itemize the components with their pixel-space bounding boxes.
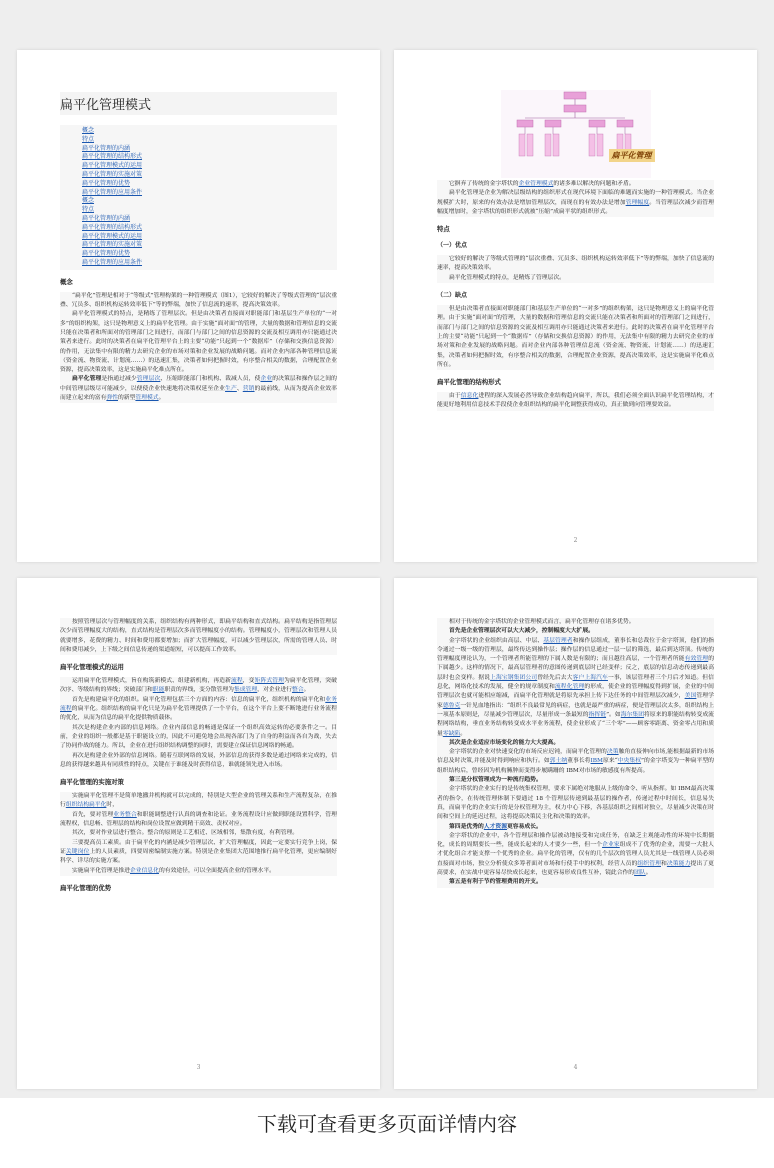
text: 首先是构建扁平化的组织。扁平化管理包括三个方面的内容：信息的扁平化，组织机构的扁平化和 (72, 696, 326, 703)
download-more-footer[interactable]: 下载可查看更多页面详情内容 (257, 1112, 517, 1136)
inline-link[interactable]: 业务整合 (113, 811, 137, 818)
text: 三要提高员工素质。由于扁平化的内涵是减少管理层次、扩大管理幅度，因此一定要实行竞争上岗，保证 (60, 839, 337, 855)
text: 的最前线，从而为提高企业效率而建立起来的富有 (60, 385, 337, 402)
paragraph (437, 637, 714, 739)
document-page-3 (17, 578, 380, 1089)
text: 是指通过减少 (101, 376, 137, 383)
text: 运用扁平化管理模式，旨在构筑新模式、组建新机构，再造新 (72, 678, 232, 685)
toc-link[interactable]: 扁平化管理模式的运用 (82, 162, 143, 170)
text: 为扁平化管理，突破次序、等级结构的界线；突破部门和 (60, 678, 337, 694)
inline-link[interactable]: 关键岗位 (65, 848, 90, 855)
text: 和操作层组成，董事长和总裁位于金字塔顶，他们的指令通过一级一级的管理层，最终传达到操作层；操作层的信息通过一层一层的筛选，最后到达塔顶。传统的管理幅度理论认为，一个管理者所能管理的下属人数是有限的；而且越往高层，一个管理者所能 (437, 637, 714, 663)
text: 。 (158, 395, 165, 402)
org-chart-diagram (501, 90, 651, 178)
inline-link[interactable]: 弹性 (106, 395, 118, 402)
text: 金字塔状的企业中，各个管理层和操作层被动地接受和完成任务，在缺乏主观能动性的环境中长期僵化，成长的周期要长一些，能成长起来的人才要少一些，但一个 (437, 832, 714, 849)
text: 。 (303, 687, 310, 694)
text: 、 (236, 385, 243, 392)
bold-point: 第三是分权管理成为一种流行趋势。 (437, 776, 714, 785)
text: 触角直接伸向市场,能根据最新的市场信息及时决策,并能及时得到响应和执行。如 (437, 749, 714, 765)
paragraph (437, 748, 714, 776)
inline-link[interactable]: 企业家 (602, 842, 620, 849)
inline-link[interactable]: 有效管理 (684, 656, 709, 663)
paragraph (437, 189, 714, 217)
text: 的诸多难以解决的问题和矛盾。 (553, 181, 635, 187)
text: 组成不了优秀的企业，需要一大批人才优化组合才能支撑一个优秀的企业。扁平化的管理，仅有的几个层次的管理人员尤其是一线管理人员必须直接面对市场，独立分析使众多筹者面对市场和行使手中的权利，经营人员的 (437, 842, 714, 867)
text: 和职能调整进行认真的调查和论证。业务流程设计应做到职能设置科学，管理流程权，信息畅、管理层的结构和岗位设置应做到精干高效、责权对应。 (60, 811, 337, 828)
text: 进程的深入发展必然导致企业结构趋向扁平，所以，我们必须全面认识扁平化管理结构，才能更好地利用信息技术手段使企业组织结构的扁平化调整获得成功，真正做到向管理要效益。 (437, 393, 714, 409)
inline-link[interactable]: 业务流程 (60, 696, 337, 713)
text: 。 (460, 730, 467, 737)
paragraph: 扁平化管理模式的特点，是精炼了管理层次。 (437, 274, 714, 283)
inline-link[interactable]: 整合 (291, 687, 304, 694)
toc-link[interactable]: 扁平化管理模式的运用 (82, 232, 143, 240)
paragraph (437, 832, 714, 878)
toc-link[interactable]: 特点 (82, 206, 95, 214)
section-heading: 扁平化管理模式的运用 (60, 663, 124, 672)
inline-link[interactable]: 企业信息化 (129, 867, 159, 874)
inline-link[interactable]: 客户上海汽车 (572, 674, 608, 681)
toc-link[interactable]: 扁平化管理的优势 (82, 250, 131, 258)
inline-link[interactable]: 信息化 (460, 393, 479, 400)
page-number: 2 (573, 537, 578, 544)
paragraph (60, 792, 337, 811)
paragraph (60, 811, 337, 830)
toc-link[interactable]: 扁平化管理的内涵 (82, 214, 131, 222)
section-heading: 概念 (60, 277, 73, 286)
text: 的形成，使企业的管理幅度得到扩展，企业的中间管理层次也就可能相应缩减，而扁平化管理就是将原先承担上传下达任务的中间管理层次减少， (437, 684, 714, 700)
text: ”的金字塔变为一种扁平型的组织结构后，曾经因为机构臃肿而变得步履蹒跚的 IBM对市场的敏感度有所提高。 (437, 758, 714, 774)
toc-link[interactable]: 扁平化管理的结构形式 (82, 223, 143, 231)
text: 它摒弃了传统的金字塔状的 (449, 181, 519, 187)
toc-link[interactable]: 概念 (82, 127, 95, 134)
text: 一针见血地指出：“组织不良最常见的病症，也就是最严重的病症，便是管理层次太多，组织结构上一项基本原则是，尽量减少管理层次，尽量形成一条最短的 (437, 702, 714, 718)
text: 扁平化管理是企业为解决层级结构的组织形式在现代环境下面临的难题而实施的一种管理模式。当企业规模扩大时，原来的有效办法是增加管理层次，而现在的有效办法是增加 (437, 190, 714, 206)
paragraph: 再次是构建企业外部的信息网络。随着互联网络的发展，外部信息的获得多数是通过网络来完成的，信息的获得越来越具有同质性的特点，关键在于谁能及时获得信息，谁就能领先进入市场。 (60, 752, 337, 771)
inline-link[interactable]: 郭士纳 (549, 758, 568, 765)
bold-point: 其次是企业适应市场变化的能力大大提高。 (437, 739, 714, 748)
paragraph: 金字塔状的企业实行的是传统集权管理，要求下属绝对地服从上级的命令、听从指挥。如 IBM最高决策者的指令，在传统管理体制下要通过 18 个管理层传递到最基层的操作者，传递过程中时间长，信息易失真，而扁平化的企业实行的是分权管理为主，权力中心下移，各基层组织之间相对独立，尽量减少决策在时间和空间上的延迟过程，这将提高决策民主化和决策的效率。 (437, 785, 714, 822)
inline-link[interactable]: 营销 (242, 385, 255, 392)
text: 职责的界线，变分散管理为 (164, 687, 234, 694)
paragraph: 其次，要对作业层进行整合。整合的原则是工艺相近、区域相邻，集散有度，有利管理。 (60, 829, 337, 838)
text: 时， (106, 802, 119, 809)
paragraph: 但是由决策者直接面对职能部门和基层生产单位的“一对多”的组织构架，这只是物理意义上的扁平化管理。由于实施“面对面”的管理，大量的数据和管理信息的交流只能在决策者和所面对的管理部门之间进行，而部门与部门之间的信息资源的交流及相互调用亦只能通过决策者来进行。此时的决策者在扁平化管理平台上的主要“功能”只起到一个“数据库”（存储和交换信息资源）的作用，无法集中有限的精力去研究企业的市场对策和企业发展的战略问题。而对企业内部各种管理信息流（资金流、物资流、计划流……）的迅速汇集，决策者如何把握时效，有序整合相关的数据，合理配置企业资源，提高决策效率，这是实施扁平化难点所在。 (437, 305, 714, 370)
inline-link[interactable]: 指挥链 (588, 711, 607, 718)
text: 的下属越少。这样的情况下，最高层管理者的意图传递到底层时已经变样；反之，底层的信息动态传递到最高层时也会变样。据说 (437, 656, 714, 681)
inline-link[interactable]: 组织结构扁平化 (65, 802, 107, 809)
section-heading: 扁平化管理的实施对策 (60, 778, 124, 787)
inline-link[interactable]: 美国 (684, 693, 697, 700)
toc-link[interactable]: 概念 (82, 197, 95, 205)
document-page-4 (394, 578, 757, 1089)
text: 实施扁平化管理不是简单地撤并机构就可以完成的，特别是大型企业的管理关系和生产流程复杂，在推行 (60, 793, 337, 809)
inline-link[interactable]: 管理模式 (135, 395, 159, 402)
inline-link[interactable]: 团队 (634, 870, 646, 877)
paragraph (60, 839, 337, 867)
text: ，对企业进行 (257, 687, 292, 694)
document-page-2 (394, 50, 757, 562)
inline-link[interactable]: 德鲁克 (442, 702, 461, 709)
inline-link[interactable]: IBM (590, 758, 603, 765)
paragraph (437, 180, 714, 189)
inline-link[interactable]: 管理幅度 (625, 199, 650, 206)
inline-link[interactable]: 决策 (606, 749, 619, 756)
text: 首先，要对管理 (72, 811, 114, 818)
text: 由于 (449, 393, 461, 400)
section-heading: 扁平化管理的优势 (60, 883, 112, 892)
paragraph (60, 867, 337, 876)
paragraph (60, 696, 337, 724)
table-of-contents (60, 125, 337, 270)
term: 扁平化管理 (72, 376, 102, 383)
inline-link[interactable]: 中央集权 (617, 758, 642, 765)
paragraph: 按照管理层次与管理幅度的关系，组织结构有两种形式，即扁平结构和直式结构。扁平结构是指管理层次少而管理幅度大的结构，直式结构是管理层次多而管理幅度小的结构。管理幅度小，管理层次和管理人员就要增多，花费的精力、时间和费用都要增加；而扩大管理幅度，可以减少管理层次，所需的管理人员、时间和费用减少，上下级之间信息传递的渠道缩短，可以提高工作效率。 (60, 618, 337, 655)
paragraph (437, 392, 714, 411)
inline-link[interactable]: 职能 (152, 687, 165, 694)
toc-link[interactable]: 扁平化管理的应用条件 (82, 258, 143, 266)
text: 的新型 (118, 395, 136, 402)
toc-link[interactable]: 扁平化管理的优势 (82, 179, 131, 187)
inline-link[interactable]: 流程化管理 (554, 684, 585, 691)
text: 一事，该层管理者三个月后才知道。但信息化，网络化技术的发展，健全的规章制度和 (437, 674, 714, 691)
section-heading: 扁平化管理的结构形式 (437, 378, 501, 387)
text: 金字塔状的企业组织由高层、中层、 (449, 637, 544, 644)
page-number: 4 (573, 1064, 578, 1071)
text: ”。如 (606, 711, 621, 718)
text: 董事长将 (567, 758, 591, 765)
text: 实施扁平化管理是推进 (72, 867, 130, 874)
toc-link[interactable]: 特点 (82, 135, 95, 143)
page-number: 3 (196, 1064, 201, 1071)
text: ，变 (242, 678, 255, 685)
text: 的扁平化。组织结构的扁平化只是为扁平化管理提供了一个平台，在这个平台上要不断地进行业务流程的优化，从而为信息的扁平化提供物质载体。 (60, 706, 337, 722)
inline-link[interactable]: 矩阵式管理 (254, 678, 285, 685)
document-page-1 (17, 50, 380, 562)
paragraph (60, 677, 337, 696)
inline-link[interactable]: 人才资源 (483, 823, 507, 830)
subsection-heading: （一）优点 (437, 242, 468, 250)
inline-link[interactable]: 流程 (231, 678, 243, 685)
section-heading: 特点 (437, 225, 450, 234)
paragraph: 扁平化管理模式的特点，是精练了管理层次。但是由决策者直接面对职能部门和基层生产单位的“一对多”的组织构架，这只是物理意义上的扁平化管理。由于实施“面对面”的管理，大量的数据和管理信息的交流只能在决策者和所面对的管理部门之间进行，而部门与部门之间的信息资源的交流及相互调用亦只能通过决策者来进行。此时的决策者在扁平化管理平台上的主要“功能”只起到一个“数据库”（存储和交换信息资源）的作用，无法集中有限的精力去研究企业的市场对策和企业发展的战略问题。而对企业内部各种管理信息流（资金流、物资流、计划流……）的迅速汇集，决策者如何把握时效，有序整合相关的数据，合理配置企业资源，提高决策效率，这是实施扁平化难点所在。 (60, 310, 337, 375)
text: 将原来的职能结构转变成流程网络结构，垂直业务结构转变成水平业务流程，使企业形成了“三个零”——顾客零距离、资金零占用和质量 (437, 711, 714, 737)
text: 。 (645, 870, 652, 877)
inline-link[interactable]: 管理层次 (136, 376, 161, 383)
inline-link[interactable]: 基层管理者 (543, 637, 573, 644)
text: 曾经先后去大 (537, 674, 573, 681)
paragraph: 相对于传统的金字塔状的企业管理模式而言，扁平化管理存在诸多优势。 (437, 618, 714, 627)
inline-link[interactable]: 零缺陷 (442, 730, 461, 737)
paragraph (60, 375, 337, 403)
text: 金字塔状的企业对快速变化的市场反应迟钝，而扁平化管理的 (449, 749, 607, 756)
text: 、压缩职能部门和机构、裁减人员，使 (160, 376, 261, 383)
paragraph: “扁平化”管理是相对于“等级式”管理构架的一种管理模式（图1），它较好的解决了等级式管理的“层次重叠、冗员多、组织机构运转效率低下”等的弊端，加快了信息流的速率，提高决策效率。 (60, 292, 337, 311)
text: 和 (660, 860, 667, 867)
subsection-heading: （二）缺点 (437, 292, 468, 300)
text: 提出了更高要求，在实战中更容易尽快成长起来，也更容易形成良性互补，镜此合作的 (437, 860, 714, 877)
inline-link[interactable]: 集成管理 (233, 687, 258, 694)
inline-link[interactable]: 海尔集团 (620, 711, 645, 718)
paragraph: 其次是构建企业内部的信息网络。企业内部信息的畅通是保证一个组织高效运转的必要条件之一。目前，企业的组织一般都是基于职能设立的，因此不可避免地会出现各部门为了自身的利益而各自为战，失去了协同作战的能力。所以，企业在进行组织结构调整的同时，需要建立保证信息网络的畅通。 (60, 724, 337, 752)
text: 上的人员素质，四要周密编制实施方案。特别是企业集团大范围地推行扁平化管理，更应编制好科学、详尽的实施方案。 (60, 848, 337, 865)
org-chart-figure (501, 90, 651, 178)
toc-link[interactable]: 扁平化管理的实施对策 (82, 241, 143, 249)
text: 。当管理层次减少而管理幅度增加时，金字塔状的组织形式就被“压缩”成扁平状的组织形式。 (437, 199, 714, 215)
text: 更容易成长。 (507, 823, 542, 830)
text: 的有效途径，可以全面提高企业的管理水平。 (158, 867, 275, 874)
inline-link[interactable]: 生产 (225, 385, 237, 392)
toc-link[interactable]: 扁平化管理的实施对策 (82, 170, 143, 178)
inline-link[interactable]: 企业管理模式 (518, 181, 554, 187)
bold-point (437, 823, 714, 832)
chart-caption-label: 扁平化管理 (609, 149, 655, 162)
doc-title: 扁平化管理模式 (60, 92, 337, 115)
inline-link[interactable]: 上海宝钢集团公司 (490, 674, 538, 681)
bold-point: 首先是企业管理层次可以大大减少，控制幅度大大扩展。 (437, 627, 714, 636)
toc-link[interactable]: 扁平化管理的结构形式 (82, 153, 143, 161)
toc-link[interactable]: 扁平化管理的应用条件 (82, 188, 143, 196)
text: 的决策层和操作层之间的中间管理层级尽可能减少，以便使企业快速地将决策权延至企业 (60, 376, 337, 392)
inline-link[interactable]: 企业 (260, 376, 273, 383)
bold-point: 第五是有利于节约管理费用的开支。 (437, 878, 714, 887)
inline-link[interactable]: 决策能力 (666, 860, 691, 867)
text: 第四是优秀的 (449, 823, 484, 830)
text: 管理学家 (437, 693, 714, 709)
inline-link[interactable]: 组织管理 (637, 860, 661, 867)
paragraph: 它较好的解决了等级式管理的“层次重叠、冗员多、组织机构运转效率低下”等的弊端，加快了信息流的速率，提高决策效率。 (437, 255, 714, 274)
toc-link[interactable]: 扁平化管理的内涵 (82, 144, 131, 152)
text: 原来“ (603, 758, 618, 765)
